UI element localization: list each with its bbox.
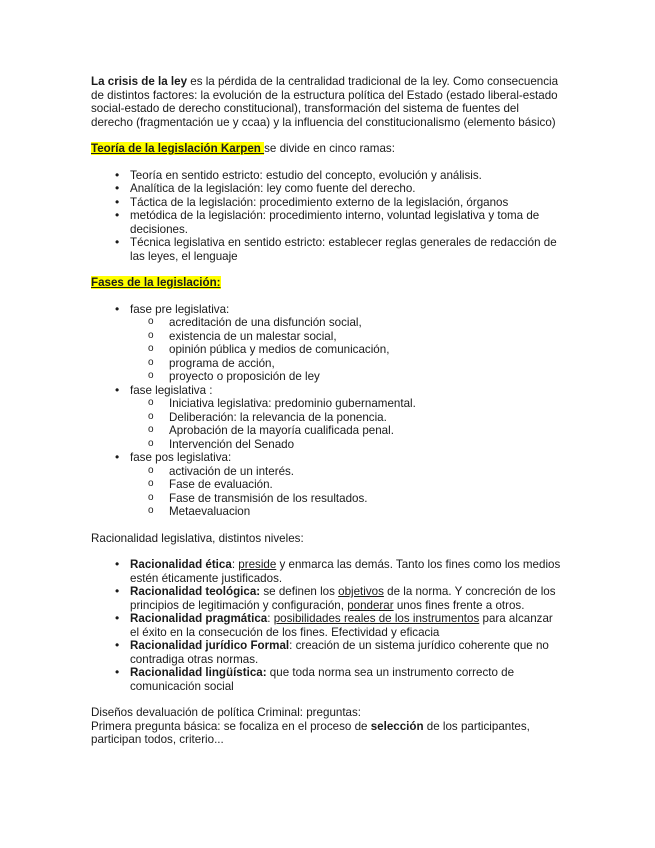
teoria-heading [91, 142, 561, 156]
teoria-list-item: • Analítica de la legislación: ley como fuente del derecho. [91, 182, 561, 196]
fase-sub-list [130, 397, 561, 451]
racionalidad-item-part: para alcanzar el éxito en la consecución de los fines. Efectividad y eficacia [130, 612, 553, 639]
teoria-list-item: • metódica de la legislación: procedimiento interno, voluntad legislativa y toma de decisiones. [91, 209, 561, 236]
disenos-line-2-pre: Primera pregunta básica: se focaliza en el proceso de [91, 719, 371, 733]
fase-sub-list [130, 316, 561, 384]
intro-paragraph [91, 75, 561, 129]
fase-sub-item: o Aprobación de la mayoría cualificada penal. [130, 424, 561, 438]
fase-sub-item: o acreditación de una disfunción social, [130, 316, 561, 330]
racionalidad-item [91, 558, 561, 585]
racionalidad-item-part: que toda norma sea un instrumento correcto de comunicación social [130, 666, 515, 693]
fase-group [91, 303, 561, 384]
teoria-suffix: se divide en cinco ramas: [264, 142, 395, 155]
racionalidad-item [91, 666, 561, 693]
disenos-line-1: Diseños devaluación de política Criminal: preguntas: [91, 706, 362, 719]
fase-sub-item: o Fase de transmisión de los resultados. [130, 492, 561, 506]
fase-sub-item: o Fase de evaluación. [130, 478, 561, 492]
document-body [91, 75, 561, 747]
racionalidad-item-part: ponderar [347, 598, 394, 612]
racionalidad-item-part: preside [238, 558, 277, 571]
racionalidad-item-part: posibilidades reales de los instrumentos [273, 612, 480, 625]
fase-sub-item: o Deliberación: la relevancia de la ponencia. [130, 411, 561, 425]
disenos-line-2-post: de los participantes, participan todos, criterio... [91, 719, 530, 746]
fase-group-label: fase legislativa : [130, 383, 213, 397]
racionalidad-item-part: objetivos [338, 585, 384, 598]
fase-sub-list [130, 465, 561, 519]
fase-group-label: fase pos legislativa: [130, 451, 232, 464]
fase-group [91, 384, 561, 452]
disenos-line-2-bold: selección [370, 719, 424, 733]
racionalidad-item-part: se definen los [260, 585, 339, 598]
fase-group [91, 451, 561, 519]
racionalidad-item-part: unos fines frente a otros. [393, 598, 525, 612]
teoria-list-item: • Técnica legislativa en sentido estricto: establecer reglas generales de redacción de las leyes, el lenguaje [91, 236, 561, 263]
racionalidad-item-part: y enmarca las demás. Tanto los fines como los medios estén éticamente justificados. [130, 558, 561, 585]
fase-sub-item: o opinión pública y medios de comunicación, [130, 343, 561, 357]
fase-sub-item: o activación de un interés. [130, 465, 561, 479]
teoria-list [91, 169, 561, 264]
racionalidad-item [91, 585, 561, 612]
fase-sub-item: o programa de acción, [130, 357, 561, 371]
teoria-list-item: • Táctica de la legislación: procedimiento externo de la legislación, órganos [91, 196, 561, 210]
racionalidad-item-part: Racionalidad ética [130, 558, 232, 571]
fases-title: Fases de la legislación: [91, 276, 221, 289]
racionalidad-item-part: Racionalidad lingüística: [130, 666, 267, 679]
racionalidad-item-part: de la norma. Y concreción de los principios de legitimación y configuración, [130, 585, 556, 612]
fase-sub-item: o proyecto o proposición de ley [130, 370, 561, 384]
racionalidad-item [91, 639, 561, 666]
fase-sub-item: o Metaevaluacion [130, 505, 561, 519]
fase-sub-item: o existencia de un malestar social, [130, 330, 561, 344]
racionalidad-item-part: Racionalidad pragmática [130, 612, 268, 625]
fase-group-label: fase pre legislativa: [130, 302, 230, 316]
racionalidad-item-part: Racionalidad teológica: [130, 585, 261, 598]
racionalidad-heading: Racionalidad legislativa, distintos niveles: [91, 531, 304, 545]
fases-list [91, 303, 561, 519]
racionalidad-item-part: : [267, 612, 274, 625]
racionalidad-item-part: Racionalidad jurídico Formal [130, 639, 290, 652]
racionalidad-item [91, 612, 561, 639]
fase-sub-item: o Iniciativa legislativa: predominio gubernamental. [130, 397, 561, 411]
disenos-line-2 [91, 720, 561, 747]
racionalidad-list [91, 558, 561, 693]
fase-sub-item: o Intervención del Senado [130, 438, 561, 452]
fases-heading [91, 276, 561, 290]
intro-term: La crisis de la ley [91, 75, 188, 88]
intro-text: es la pérdida de la centralidad tradicional de la ley. Como consecuencia de distintos factores: la evolución de la estructura política del Estado (estado liberal-estado social-estado de derecho constitucional), transformación del sistema de fuentes del derecho (fragmentación ue y ccaa) y la influencia del constitucionalismo (elemento básico) [91, 75, 559, 129]
teoria-title: Teoría de la legislación Karpen [91, 142, 265, 155]
racionalidad-item-part: : creación de un sistema jurídico coherente que no contradiga otras normas. [130, 639, 549, 666]
teoria-list-item: • Teoría en sentido estricto: estudio del concepto, evolución y análisis. [91, 169, 561, 183]
racionalidad-item-part: : [231, 558, 239, 571]
